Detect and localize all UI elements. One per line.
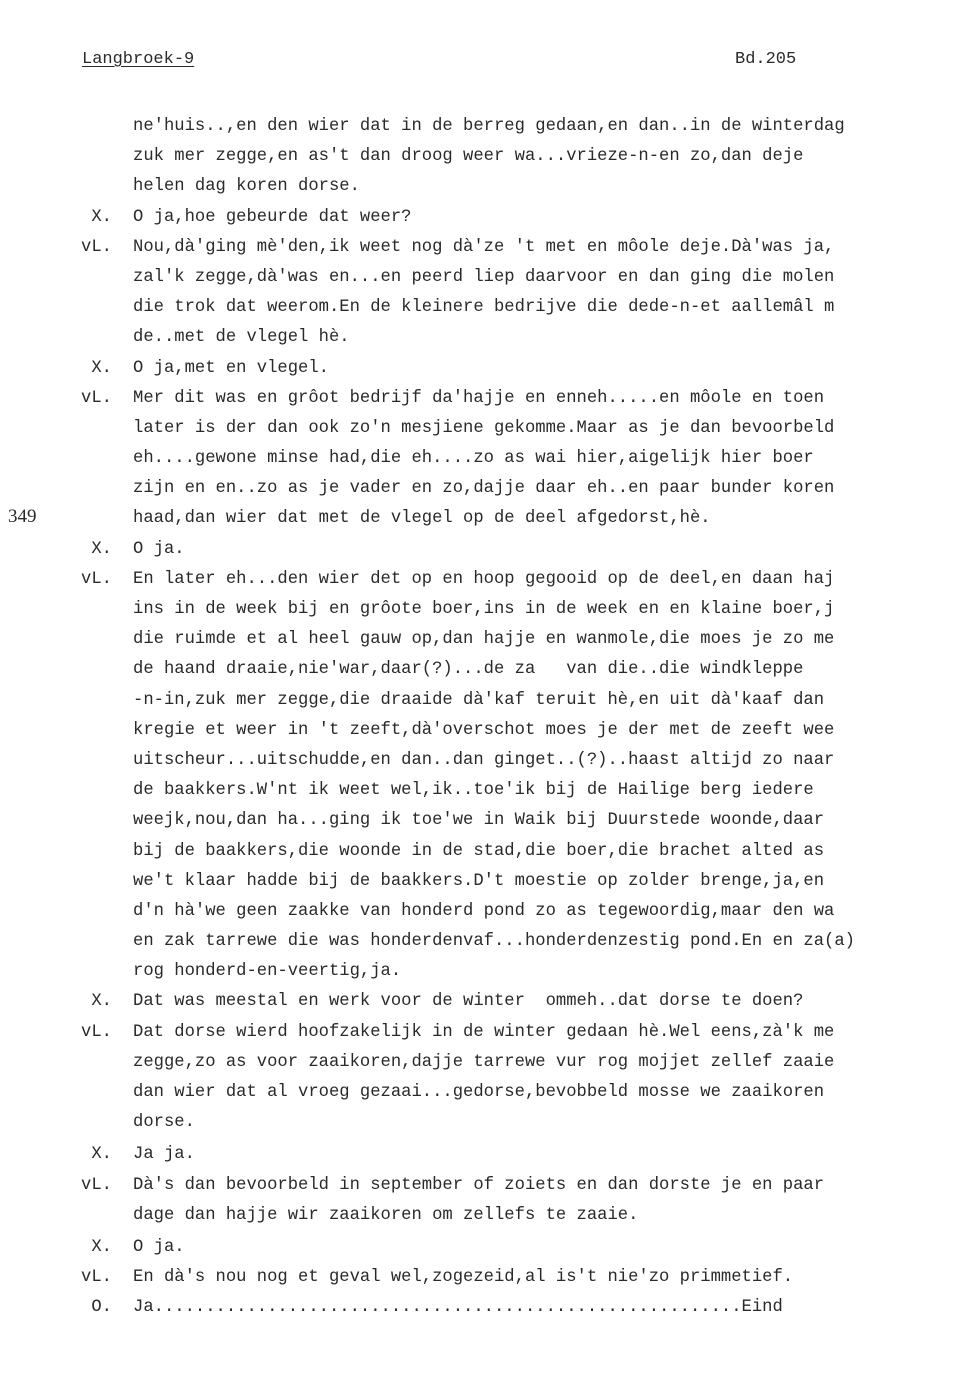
line-text: zal'k zegge,dà'was en...en peerd liep daarvoor en dan ging die molen [133, 267, 835, 287]
speaker-label: X. [91, 358, 112, 378]
transcript-line [0, 1078, 973, 1108]
line-text: dan wier dat al vroeg gezaai...gedorse,bevobbeld mosse we zaaikoren [133, 1083, 825, 1102]
line-text: Dat dorse wierd hoofzakelijk in de winter gedaan hè.Wel eens,zà'k me [133, 1022, 835, 1042]
transcript-line [0, 1048, 973, 1078]
line-text: zegge,zo as voor zaaikoren,dajje tarrewe vur rog mojjet zellef zaaie [133, 1052, 835, 1072]
line-text: rog honderd-en-veertig,ja. [133, 962, 402, 982]
speaker-label: X. [91, 539, 112, 559]
speaker-label: vL. [81, 237, 112, 257]
transcript-line [0, 776, 973, 806]
line-text: Dà's dan bevoorbeld in september of zoiets en dan dorste je en paar [133, 1175, 825, 1195]
line-text: -n-in,zuk mer zegge,die draaide dà'kaf teruit hè,en uit dà'kaaf dan [133, 690, 825, 710]
speaker-label: vL. [81, 569, 112, 589]
transcript-line [0, 263, 973, 293]
transcript-line [0, 837, 973, 867]
speaker-label: X. [91, 992, 112, 1012]
transcript-line [0, 1293, 973, 1323]
speaker-label: X. [91, 1145, 112, 1165]
line-text: Nou,dà'ging mè'den,ik weet nog dà'ze 't met en môole deje.Dà'was ja, [133, 237, 835, 257]
transcript-line [0, 987, 973, 1017]
line-text: en zak tarrewe die was honderdenvaf...honderdenzestig pond.En en za(a) [133, 932, 855, 952]
transcript-line [0, 474, 973, 504]
line-text: haad,dan wier dat met de vlegel op de deel afgedorst,hè. [133, 509, 711, 529]
transcript-line [0, 233, 973, 263]
transcript-line [0, 112, 973, 142]
transcript-line [0, 203, 973, 233]
transcript-line [0, 806, 973, 836]
transcript-line [0, 293, 973, 323]
transcript-line [0, 1018, 973, 1048]
transcript-line [0, 384, 973, 414]
line-text: de haand draaie,nie'war,daar(?)...de za van die..die windkleppe [133, 660, 804, 680]
line-text: kregie et weer in 't zeeft,dà'overschot moes je der met de zeeft wee [133, 720, 835, 740]
transcript-line [0, 655, 973, 685]
transcript-line [0, 142, 973, 172]
transcript-line [0, 957, 973, 987]
line-text: En later eh...den wier det op en hoop gegooid op de deel,en daan haj [133, 569, 835, 589]
transcript-body [0, 112, 973, 1324]
transcript-line [0, 1140, 973, 1170]
speaker-label: vL. [81, 1268, 112, 1288]
transcript-line [0, 354, 973, 384]
line-text: ne'huis..,en den wier dat in de berreg gedaan,en dan..in de winterdag [133, 117, 845, 136]
transcript-line [0, 172, 973, 202]
line-text: de baakkers.W'nt ik weet wel,ik..toe'ik bij de Hailige berg iedere [133, 781, 814, 801]
line-text: bij de baakkers,die woonde in de stad,die boer,die brachet alted as [133, 841, 825, 861]
speaker-label: vL. [81, 1175, 112, 1195]
transcript-line [0, 565, 973, 595]
line-text: zijn en en..zo as je vader en zo,dajje daar eh..en paar bunder koren [133, 479, 835, 499]
line-text: O ja. [133, 1237, 185, 1257]
transcript-line [0, 1171, 973, 1201]
line-text: Mer dit was en grôot bedrijf da'hajje en enneh.....en môole en toen [133, 388, 825, 408]
transcript-line [0, 323, 973, 353]
transcript-line [0, 535, 973, 565]
line-text: Dat was meestal en werk voor de winter ommeh..dat dorse te doen? [133, 992, 804, 1012]
transcript-line [0, 716, 973, 746]
margin-note: 349 [8, 506, 37, 527]
line-text: d'n hà'we geen zaakke van honderd pond zo as tegewoordig,maar den wa [133, 901, 835, 921]
transcript-line [0, 595, 973, 625]
line-text: En dà's nou nog et geval wel,zogezeid,al is't nie'zo primmetief. [133, 1268, 794, 1288]
speaker-label: vL. [81, 388, 112, 408]
transcript-line [0, 686, 973, 716]
speaker-label: O. [91, 1298, 112, 1318]
transcript-line [0, 897, 973, 927]
line-text: weejk,nou,dan ha...ging ik toe'we in Waik bij Duurstede woonde,daar [133, 811, 825, 831]
line-text: O ja. [133, 539, 185, 559]
line-text: uitscheur...uitschudde,en dan..dan ginget..(?)..haast altijd zo naar [133, 750, 835, 770]
speaker-label: vL. [81, 1022, 112, 1042]
document-id: Langbroek-9 [82, 50, 195, 69]
line-text: we't klaar hadde bij de baakkers.D't moestie op zolder brenge,ja,en [133, 871, 825, 891]
transcript-line [0, 746, 973, 776]
transcript-line [0, 1108, 973, 1138]
line-text: de..met de vlegel hè. [133, 328, 350, 348]
line-text: eh....gewone minse had,die eh....zo as wai hier,aigelijk hier boer [133, 449, 814, 469]
line-text: zuk mer zegge,en as't dan droog weer wa...vrieze-n-en zo,dan deje [133, 147, 804, 167]
line-text: die trok dat weerom.En de kleinere bedrijve die dede-n-et aallemâl m [133, 298, 835, 318]
transcript-line [0, 1263, 973, 1293]
speaker-label: X. [91, 207, 112, 227]
line-text: O ja,met en vlegel. [133, 358, 329, 378]
transcript-line [0, 867, 973, 897]
speaker-label: X. [91, 1237, 112, 1257]
line-text: later is der dan ook zo'n mesjiene gekomme.Maar as je dan bevoorbeld [133, 418, 835, 438]
transcript-line [0, 625, 973, 655]
transcript-line [0, 1201, 973, 1231]
line-text: Ja.........................................................Eind [133, 1298, 783, 1318]
line-text: Ja ja. [133, 1145, 195, 1165]
line-text: ins in de week bij en grôote boer,ins in de week en en klaine boer,j [133, 600, 835, 619]
line-text: helen dag koren dorse. [133, 177, 360, 197]
transcript-line [0, 504, 973, 534]
transcript-line [0, 444, 973, 474]
transcript-line [0, 414, 973, 444]
line-text: dorse. [133, 1113, 195, 1133]
line-text: dage dan hajje wir zaaikoren om zellefs te zaaie. [133, 1205, 639, 1225]
page-number: Bd.205 [735, 50, 797, 69]
transcript-line [0, 927, 973, 957]
line-text: O ja,hoe gebeurde dat weer? [133, 207, 412, 227]
transcript-line [0, 1233, 973, 1263]
line-text: die ruimde et al heel gauw op,dan hajje en wanmole,die moes je zo me [133, 630, 835, 650]
